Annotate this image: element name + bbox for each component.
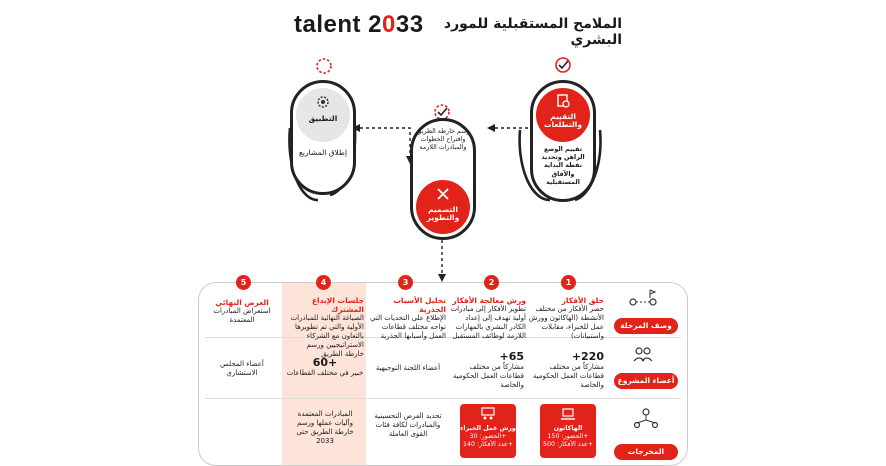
phase-design-badge [416,180,470,234]
column-1-members [528,350,604,390]
tools-icon [435,186,451,202]
step-desc: حصر الأفكار من مختلف الأنشطة (الهاكاثون وورش عمل للخبراء، مقابلات واستبيانات) [528,305,604,341]
people-icon [631,345,661,363]
step-title: ورش معالجة الأفكار [452,296,526,305]
step-number: 2 [484,275,499,290]
gear-icon [315,94,331,110]
phase-apply-badge [296,88,350,142]
step-title: خلق الأفكار [561,296,604,305]
members-text: أعضاء اللجنة التوجيهية [375,364,441,372]
row-label-description: وصف المرحلة [614,318,678,334]
row-label-members: أعضاء المشروع [614,373,678,389]
participant-count: 220+ [571,350,604,363]
row-header-description [606,288,686,336]
route-flag-icon [628,288,658,308]
row-header-outputs [606,406,686,461]
column-2-members [450,350,524,390]
column-1-header [528,296,604,341]
page-title: الملامح المستقبلية للمورد البشري [443,16,622,48]
column-4-members [286,356,364,378]
step-desc: تطوير الأفكار إلى مبادرات أولية تهدف إلى إعداد الكادر البشري بالمهارات اللازمة لوظائف المستقبل [450,305,526,341]
clipboard-search-icon [555,93,571,109]
step-desc: الصياغة النهائية للمبادرات الأولية والتي تم تطويرها بالتعاون مع الشركاء الاستراتيجيين ورسم خارطة الطريق [290,314,364,359]
participant-count: 60+ [312,356,338,369]
output-title: ورش عمل الخبراء [460,425,516,432]
output-card-hackathon [540,404,596,458]
phase-assess-badge [536,88,590,142]
output-card-expert-workshops [460,404,516,458]
column-3-output [372,412,444,439]
column-5-members [205,360,279,378]
logo-text-end: 33 [395,11,424,38]
phase-apply-desc: إطلاق المشاريع [298,148,348,157]
check-circle-icon [554,56,572,74]
output-line: الحضور: 150+ [547,433,589,441]
step-number: 3 [398,275,413,290]
column-4-header [286,296,364,359]
step-title: جلسات الإبداع المشترك [311,296,364,314]
network-icon [631,406,661,430]
pending-circle-icon [315,57,333,75]
members-text: مشاركاً من مختلف قطاعات العمل الحكومية والخاصة [452,363,524,390]
phase-design-desc: رسم خارطة الطريق واقتراح الخطوات والمبادرات اللازمة [416,128,470,152]
output-text: المبادرات المعتمدة وآليات عملها ورسم خارطة الطريق حتى 2033 [296,410,354,446]
phase-design-label: التصميم والتطوير [426,205,460,223]
column-3-header [370,296,446,341]
row-header-members [606,345,686,393]
phase-apply-label: التطبيق [308,114,338,123]
step-title: تحليل الأسباب الجذرية [393,296,446,314]
output-line: عدد الأفكار: 140+ [462,441,514,449]
logo-text: talent 2 [294,11,383,38]
output-line: عدد الأفكار: 500+ [542,441,594,449]
phase-assess-desc: تقييم الوضع الراهن وتحديد نقطة البداية والآفاق المستقبلية [541,146,585,186]
column-5-header [205,298,279,325]
members-text: أعضاء المجلس الاستشاري [220,360,264,378]
output-text: تحديد الفرص التحسينية والمبادرات لكافة فئات القوى العاملة [374,412,442,439]
participant-count: 65+ [499,350,524,363]
column-2-header [450,296,526,341]
members-text: مشاركاً من مختلف قطاعات العمل الحكومية والخاصة [532,363,604,390]
members-text: خبير في مختلف القطاعات [286,369,364,377]
phase-assess-label: التقييم والتطلعات [543,112,583,130]
step-number: 5 [236,275,251,290]
output-line: الحضور: 30+ [469,433,507,441]
presentation-icon [480,407,496,421]
output-title: الهاكاثون [553,425,583,432]
connector-apply-design [360,128,410,158]
row-divider [205,398,681,399]
laptop-icon [560,407,576,421]
step-title: العرض النهائي [215,298,269,307]
logo-red-digit: 0 [382,11,396,38]
step-desc: استعراض المبادرات المعتمدة [213,307,271,325]
row-label-outputs: المخرجات [614,444,678,460]
step-number: 4 [316,275,331,290]
column-3-members [370,364,446,373]
column-4-output [288,410,362,446]
step-number: 1 [561,275,576,290]
step-desc: الإطلاع على التحديات التي تواجه مختلف قطاعات العمل وأسبابها الجذرية [370,314,446,341]
